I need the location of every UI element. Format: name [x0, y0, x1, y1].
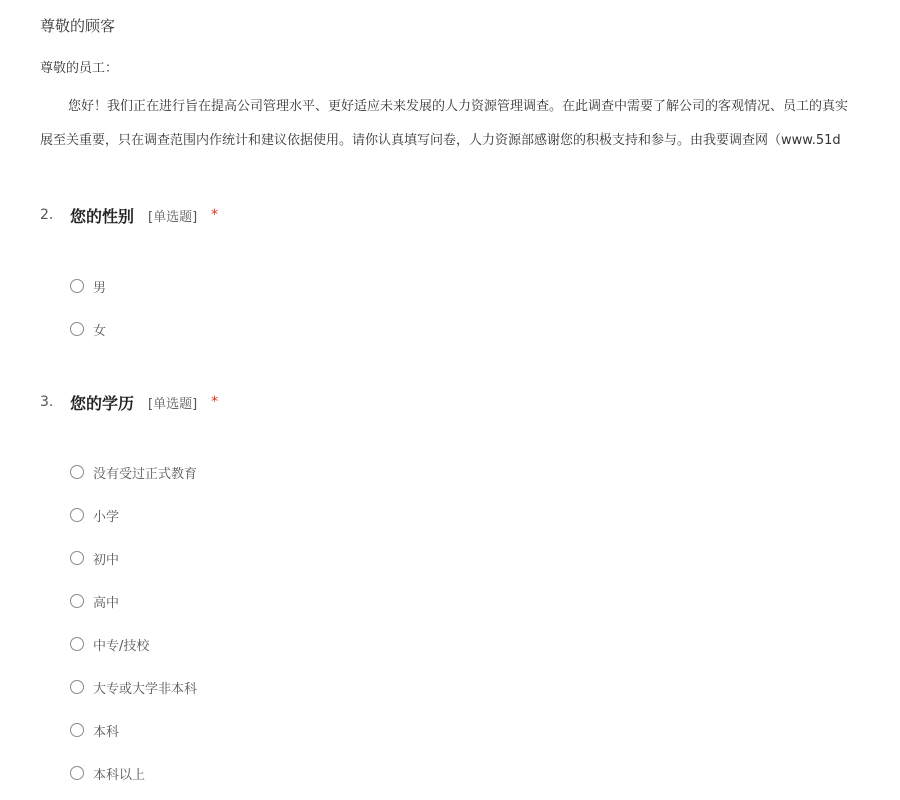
radio-button[interactable] [70, 723, 84, 737]
radio-button[interactable] [70, 465, 84, 479]
radio-button[interactable] [70, 680, 84, 694]
option-label: 没有受过正式教育 [93, 466, 198, 482]
intro-line-1: 您好！我们正在进行旨在提高公司管理水平、更好适应未来发展的人力资源管理调查。在此调查中需要了解公司的客观情况、员工的真实 [68, 99, 849, 114]
option-label: 初中 [93, 552, 120, 568]
option-junior-high[interactable] [70, 548, 119, 568]
radio-button[interactable] [70, 637, 84, 651]
question-number: 2. [40, 207, 54, 223]
question-header [40, 390, 860, 414]
survey-title: 尊敬的顾客 [40, 17, 116, 35]
intro-line-2: 展至关重要，只在调查范围内作统计和建议依据使用。请你认真填写问卷，人力资源部感谢您的积极支持和参与。由我要调查网（www.51d [40, 133, 841, 148]
question-education [40, 390, 860, 783]
option-label: 中专/技校 [93, 638, 150, 654]
radio-button[interactable] [70, 279, 84, 293]
option-female[interactable] [70, 319, 106, 339]
greeting-text: 尊敬的员工： [40, 61, 119, 76]
question-type-label: [单选题] [148, 209, 198, 225]
question-title: 您的性别 [70, 206, 135, 226]
option-primary-school[interactable] [70, 505, 119, 525]
question-type-label: [单选题] [148, 396, 198, 412]
option-vocational-school[interactable] [70, 634, 149, 654]
option-male[interactable] [70, 276, 106, 296]
radio-button[interactable] [70, 594, 84, 608]
option-no-formal-education[interactable] [70, 462, 197, 482]
option-label: 本科 [93, 724, 120, 740]
option-label: 本科以上 [93, 767, 146, 783]
option-label: 大专或大学非本科 [93, 681, 198, 697]
option-bachelor[interactable] [70, 720, 119, 740]
option-above-bachelor[interactable] [70, 763, 145, 783]
option-label: 高中 [93, 595, 120, 611]
required-asterisk: * [211, 394, 219, 410]
question-header [40, 203, 860, 227]
required-asterisk: * [211, 207, 219, 223]
option-label: 男 [93, 280, 107, 296]
intro-paragraph [40, 90, 900, 158]
option-college-non-bachelor[interactable] [70, 677, 197, 697]
radio-button[interactable] [70, 551, 84, 565]
option-label: 女 [93, 323, 107, 339]
question-title: 您的学历 [70, 393, 135, 413]
question-number: 3. [40, 394, 54, 410]
radio-button[interactable] [70, 766, 84, 780]
option-senior-high[interactable] [70, 591, 119, 611]
option-label: 小学 [93, 509, 120, 525]
radio-button[interactable] [70, 508, 84, 522]
radio-button[interactable] [70, 322, 84, 336]
question-gender [40, 203, 860, 339]
